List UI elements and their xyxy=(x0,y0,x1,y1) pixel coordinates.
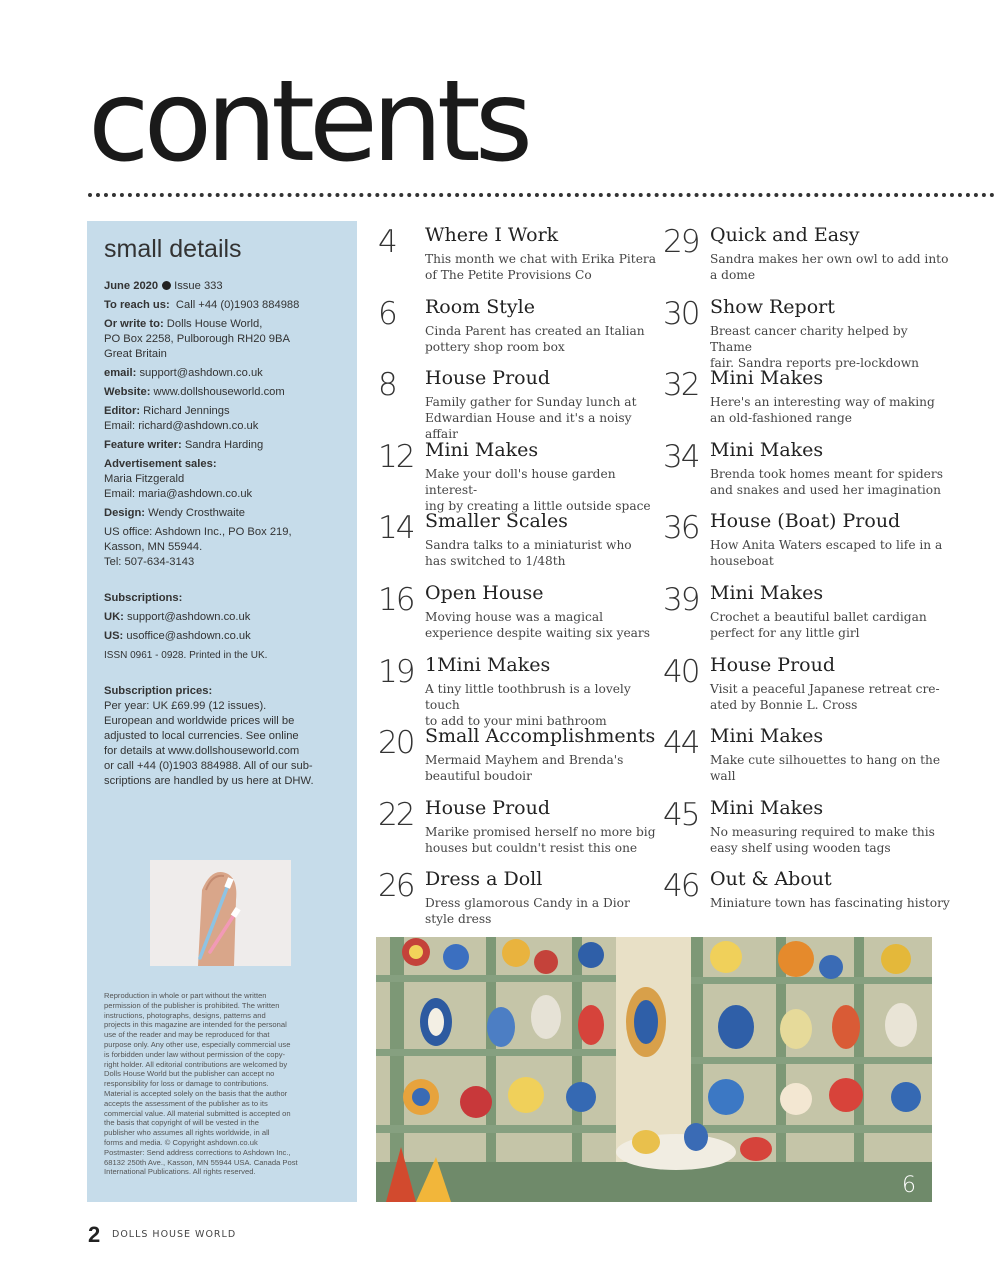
entry-description-line: Brenda took homes meant for spiders xyxy=(710,467,943,481)
subs-uk-label: UK: xyxy=(104,611,124,623)
entry-description xyxy=(710,394,950,426)
legal-line: responsibility for loss or damage to contributions. xyxy=(104,1079,269,1089)
entry-description xyxy=(710,537,950,569)
pottery-shop-photo xyxy=(376,937,932,1202)
website-label: Website: xyxy=(104,386,151,398)
prices-line: scriptions are handled by us here at DHW. xyxy=(104,775,314,787)
legal-line: instructions, photographs, designs, patterns and xyxy=(104,1010,266,1020)
entry-title: Mini Makes xyxy=(710,725,824,747)
toothbrush-photo xyxy=(150,860,291,966)
entry-title: Mini Makes xyxy=(425,439,539,461)
entry-description-line: Here's an interesting way of making xyxy=(710,395,935,409)
printed-in: Printed in the UK. xyxy=(189,650,268,661)
entry-description-line: Miniature town has fascinating history xyxy=(710,896,950,910)
subscriptions-label: Subscriptions: xyxy=(104,592,183,604)
entry-description xyxy=(425,681,665,729)
small-details-sidebar xyxy=(87,221,357,1202)
entry-description-line: has switched to 1/48th xyxy=(425,554,566,568)
subs-uk-value: support@ashdown.co.uk xyxy=(127,611,251,623)
legal-line: International Publications. All rights reserved. xyxy=(104,1167,256,1177)
ads-label: Advertisement sales: xyxy=(104,458,217,470)
entry-page-number: 39 xyxy=(663,582,699,618)
editor-label: Editor: xyxy=(104,405,141,417)
entry-page-number: 12 xyxy=(378,439,414,475)
legal-line: commercial value. All material submitted is accepted on xyxy=(104,1108,291,1118)
prices-line: European and worldwide prices will be xyxy=(104,715,295,727)
entry-title: Mini Makes xyxy=(710,439,824,461)
entry-title: Mini Makes xyxy=(710,367,824,389)
entry-title: Mini Makes xyxy=(710,797,824,819)
entry-title: Dress a Doll xyxy=(425,868,543,890)
legal-line: Dolls House World but the publisher can accept no xyxy=(104,1069,275,1079)
feature-value: Sandra Harding xyxy=(184,439,264,451)
entry-description-line: of The Petite Provisions Co xyxy=(425,268,592,282)
entry-page-number: 8 xyxy=(378,367,396,403)
entry-description-line: and snakes and used her imagination xyxy=(710,483,941,497)
prices-line: Per year: UK £69.99 (12 issues). xyxy=(104,700,267,712)
entry-description-line: Breast cancer charity helped by Thame xyxy=(710,324,908,354)
feature-label: Feature writer: xyxy=(104,439,182,451)
entry-description-line: Dress glamorous Candy in a Dior xyxy=(425,896,630,910)
entry-page-number: 4 xyxy=(378,224,396,260)
entry-description-line: experience despite waiting six years xyxy=(425,626,651,640)
entry-description-line: Family gather for Sunday lunch at xyxy=(425,395,637,409)
entry-description xyxy=(425,323,665,355)
entry-description-line: Edwardian House and it's a noisy affair xyxy=(425,411,632,441)
entry-description-line: to add to your mini bathroom xyxy=(425,714,607,728)
reach-value: Call +44 (0)1903 884988 xyxy=(175,299,300,311)
legal-notice xyxy=(104,991,334,1177)
entry-description xyxy=(710,323,950,371)
entry-description-line: houseboat xyxy=(710,554,774,568)
prices-label: Subscription prices: xyxy=(104,685,213,697)
editor-value: Richard Jennings xyxy=(143,405,230,417)
entry-description xyxy=(425,609,665,641)
reach-label: To reach us: xyxy=(104,299,170,311)
entry-description-line: a dome xyxy=(710,268,756,282)
entry-page-number: 34 xyxy=(663,439,699,475)
entry-title: Where I Work xyxy=(425,224,559,246)
magazine-name: DOLLS HOUSE WORLD xyxy=(112,1229,237,1240)
entry-description-line: perfect for any little girl xyxy=(710,626,860,640)
ads-email: Email: maria@ashdown.co.uk xyxy=(104,488,253,500)
entry-description-line: Moving house was a magical xyxy=(425,610,603,624)
legal-line: Material is accepted solely on the basis that the author xyxy=(104,1088,288,1098)
entry-page-number: 29 xyxy=(663,224,699,260)
entry-description-line: beautiful boudoir xyxy=(425,769,532,783)
bullet-icon xyxy=(162,281,171,290)
entry-title: Open House xyxy=(425,582,544,604)
entry-description-line: an old-fashioned range xyxy=(710,411,852,425)
us-office-tel: Tel: 507-634-3143 xyxy=(104,556,195,568)
us-office-city: Kasson, MN 55944. xyxy=(104,541,203,553)
entry-description-line: ing by creating a little outside space xyxy=(425,499,651,513)
entry-description-line: Mermaid Mayhem and Brenda's xyxy=(425,753,624,767)
entry-title: Smaller Scales xyxy=(425,510,568,532)
entry-page-number: 14 xyxy=(378,510,414,546)
entry-description xyxy=(710,681,950,713)
write-address: PO Box 2258, Pulborough RH20 9BA xyxy=(104,333,290,345)
email-value: support@ashdown.co.uk xyxy=(139,367,263,379)
issn: ISSN 0961 - 0928. xyxy=(104,650,187,661)
legal-line: right holder. All editorial contributions are welcomed by xyxy=(104,1059,288,1069)
entry-description xyxy=(710,895,950,911)
entry-description-line: Visit a peaceful Japanese retreat cre- xyxy=(710,682,940,696)
legal-line: is forbidden under law without permission of the copy- xyxy=(104,1049,286,1059)
entry-description-line: A tiny little toothbrush is a lovely touch xyxy=(425,682,631,712)
entry-description xyxy=(710,466,950,498)
entry-title: House (Boat) Proud xyxy=(710,510,901,532)
entry-description-line: How Anita Waters escaped to life in a xyxy=(710,538,943,552)
entry-page-number: 22 xyxy=(378,797,414,833)
legal-line: projects in this magazine are intended for the personal xyxy=(104,1020,287,1030)
entry-description-line: Cinda Parent has created an Italian xyxy=(425,324,645,338)
write-country: Great Britain xyxy=(104,348,167,360)
entry-page-number: 6 xyxy=(378,296,396,332)
entry-page-number: 32 xyxy=(663,367,699,403)
entry-description xyxy=(710,251,950,283)
design-value: Wendy Crosthwaite xyxy=(148,507,245,519)
entry-description xyxy=(425,752,665,784)
entry-description xyxy=(710,609,950,641)
page-number: 2 xyxy=(88,1222,101,1247)
legal-line: permission of the publisher is prohibited. The written xyxy=(104,1000,280,1010)
dotted-divider xyxy=(88,193,995,197)
prices-line: or call +44 (0)1903 884988. All of our sub- xyxy=(104,760,313,772)
website-value: www.dollshouseworld.com xyxy=(153,386,285,398)
entry-title: Out & About xyxy=(710,868,832,890)
entry-page-number: 19 xyxy=(378,654,414,690)
entry-description-line: fair. Sandra reports pre-lockdown xyxy=(710,356,919,370)
legal-line: publisher who assumes all rights worldwide, in all xyxy=(104,1128,270,1138)
entry-description-line: Sandra makes her own owl to add into xyxy=(710,252,949,266)
entry-page-number: 40 xyxy=(663,654,699,690)
entry-title: Small Accomplishments xyxy=(425,725,656,747)
ads-name: Maria Fitzgerald xyxy=(104,473,185,485)
entry-description-line: Marike promised herself no more big xyxy=(425,825,656,839)
entry-description-line: This month we chat with Erika Pitera xyxy=(425,252,656,266)
entry-title: Show Report xyxy=(710,296,835,318)
entry-title: House Proud xyxy=(425,367,550,389)
entry-description-line: Sandra talks to a miniaturist who xyxy=(425,538,632,552)
subs-us-label: US: xyxy=(104,630,124,642)
entry-page-number: 44 xyxy=(663,725,699,761)
entry-title: Mini Makes xyxy=(710,582,824,604)
entry-description xyxy=(425,895,665,927)
prices-line: for details at www.dollshouseworld.com xyxy=(104,745,300,757)
entry-description xyxy=(710,824,950,856)
entry-description xyxy=(425,466,665,514)
entry-description-line: Make your doll's house garden interest- xyxy=(425,467,616,497)
entry-description xyxy=(710,752,950,784)
entry-description-line: style dress xyxy=(425,912,492,926)
entry-description-line: No measuring required to make this xyxy=(710,825,935,839)
legal-line: purpose only. Any other use, especially commercial use xyxy=(104,1039,291,1049)
entry-page-number: 16 xyxy=(378,582,414,618)
legal-line: the basis that copyright of will be vested in the xyxy=(104,1118,259,1128)
design-label: Design: xyxy=(104,507,146,519)
entry-description xyxy=(425,251,665,283)
entry-page-number: 45 xyxy=(663,797,699,833)
entry-description-line: houses but couldn't resist this one xyxy=(425,841,638,855)
subs-us-value: usoffice@ashdown.co.uk xyxy=(126,630,251,642)
entry-page-number: 26 xyxy=(378,868,414,904)
prices-line: adjusted to local currencies. See online xyxy=(104,730,299,742)
editor-email: Email: richard@ashdown.co.uk xyxy=(104,420,259,432)
us-office: US office: Ashdown Inc., PO Box 219, xyxy=(104,526,292,538)
entry-title: Quick and Easy xyxy=(710,224,860,246)
sidebar-info xyxy=(104,279,349,793)
legal-line: Reproduction in whole or part without the written xyxy=(104,991,267,1000)
entry-description xyxy=(425,537,665,569)
write-label: Or write to: xyxy=(104,318,164,330)
sidebar-title: small details xyxy=(104,235,242,263)
issue-number: Issue 333 xyxy=(174,280,223,292)
issue-date: June 2020 xyxy=(104,280,159,292)
entry-description-line: Crochet a beautiful ballet cardigan xyxy=(710,610,927,624)
entry-description-line: ated by Bonnie L. Cross xyxy=(710,698,858,712)
entry-page-number: 36 xyxy=(663,510,699,546)
write-value: Dolls House World, xyxy=(166,318,263,330)
entry-title: Room Style xyxy=(425,296,535,318)
photo-page-ref: 6 xyxy=(902,1173,916,1198)
entry-description-line: easy shelf using wooden tags xyxy=(710,841,891,855)
legal-line: accepts the assessment of the publisher as to its xyxy=(104,1098,268,1108)
entry-description-line: wall xyxy=(710,769,736,783)
page-title: contents xyxy=(88,57,528,187)
legal-line: forms and media. © Copyright ashdown.co.uk xyxy=(104,1137,258,1147)
legal-line: 68132 250th Ave., Kasson, MN 55944 USA. Canada Post xyxy=(104,1157,298,1167)
entry-page-number: 20 xyxy=(378,725,414,761)
email-label: email: xyxy=(104,367,137,379)
entry-title: 1Mini Makes xyxy=(425,654,551,676)
entry-title: House Proud xyxy=(425,797,550,819)
entry-title: House Proud xyxy=(710,654,835,676)
legal-line: use of the reader and may be reproduced for that xyxy=(104,1030,270,1040)
entry-description-line: Make cute silhouettes to hang on the xyxy=(710,753,941,767)
entry-page-number: 46 xyxy=(663,868,699,904)
entry-description-line: pottery shop room box xyxy=(425,340,565,354)
entry-page-number: 30 xyxy=(663,296,699,332)
entry-description xyxy=(425,394,665,442)
entry-description xyxy=(425,824,665,856)
legal-line: Postmaster: Send address corrections to Ashdown Inc., xyxy=(104,1147,291,1157)
